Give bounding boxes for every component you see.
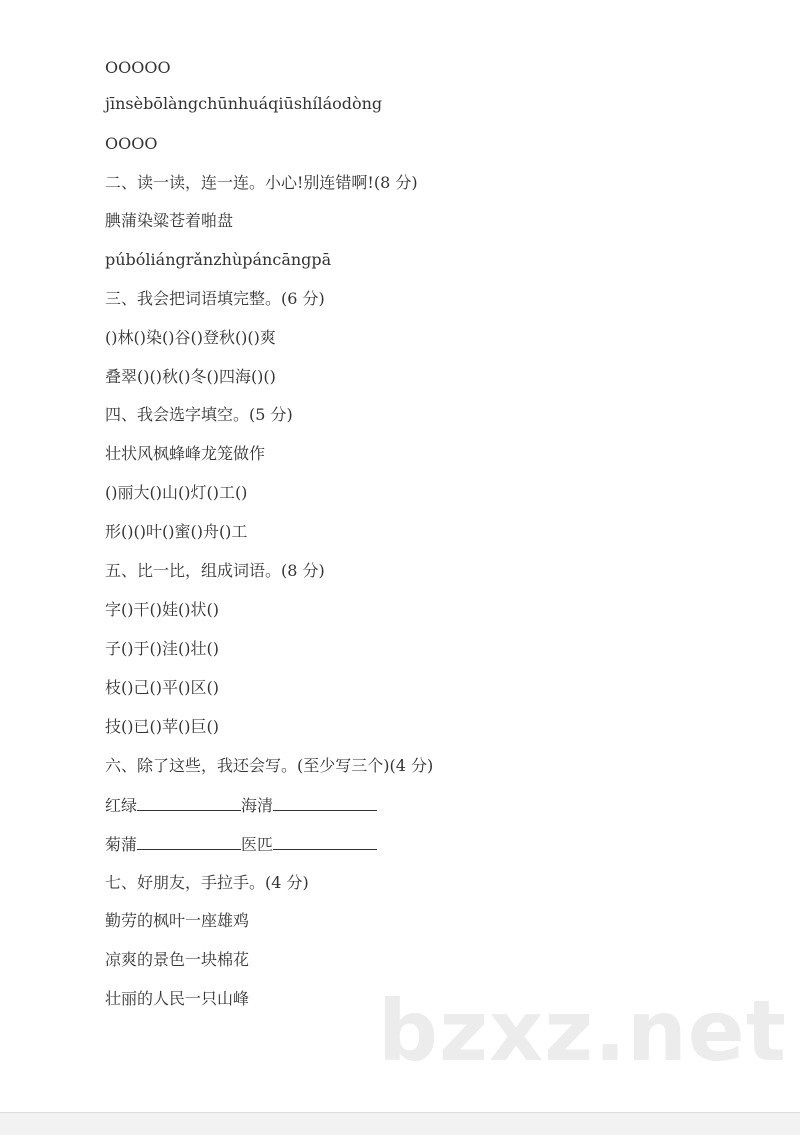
fill-word: 医匹 — [241, 835, 274, 854]
watermark: bzxz.net — [378, 982, 787, 1080]
fill-row — [105, 834, 377, 855]
fill-word: 菊蒲 — [105, 835, 138, 854]
section-heading: 六、除了这些，我还会写。(至少写三个)(4 分) — [105, 756, 434, 775]
text-line: ()林()染()谷()登秋()()爽 — [105, 328, 276, 347]
fill-row — [105, 795, 377, 816]
section-heading: 四、我会选字填空。(5 分) — [105, 405, 293, 424]
pinyin-line: jīnsèbōlàngchūnhuáqiūshíláodòng — [105, 94, 383, 113]
fill-word: 海清 — [241, 796, 274, 815]
text-line: OOOO — [105, 134, 158, 153]
text-line: 勤劳的枫叶一座雄鸡 — [105, 911, 250, 930]
answer-blank — [137, 834, 241, 850]
text-line: 枝()己()平()区() — [105, 678, 219, 697]
text-line: ()丽大()山()灯()工() — [105, 483, 248, 502]
section-heading: 五、比一比，组成词语。(8 分) — [105, 561, 325, 580]
text-line: 字()干()娃()状() — [105, 600, 219, 619]
fill-word: 红绿 — [105, 796, 138, 815]
answer-blank — [137, 795, 241, 811]
text-line: 形()()叶()蜜()舟()工 — [105, 522, 248, 541]
text-line: 叠翠()()秋()冬()四海()() — [105, 367, 276, 386]
section-heading: 三、我会把词语填完整。(6 分) — [105, 289, 325, 308]
section-heading: 二、读一读，连一连。小心!别连错啊!(8 分) — [105, 173, 418, 192]
page-bottom-edge — [0, 1112, 800, 1135]
text-line: 凉爽的景色一块棉花 — [105, 950, 250, 969]
answer-blank — [273, 795, 377, 811]
text-line: 子()于()洼()壮() — [105, 639, 219, 658]
text-line: OOOOO — [105, 58, 171, 77]
text-line: 腆蒲染粱苍着啪盘 — [105, 211, 234, 230]
section-heading: 七、好朋友，手拉手。(4 分) — [105, 873, 309, 892]
answer-blank — [273, 834, 377, 850]
text-line: 技()已()苹()巨() — [105, 717, 219, 736]
text-line: 壮状风枫蜂峰龙笼做作 — [105, 444, 266, 463]
text-line: 壮丽的人民一只山峰 — [105, 989, 250, 1008]
pinyin-line: púbóliángrǎnzhùpáncāngpā — [105, 250, 332, 269]
